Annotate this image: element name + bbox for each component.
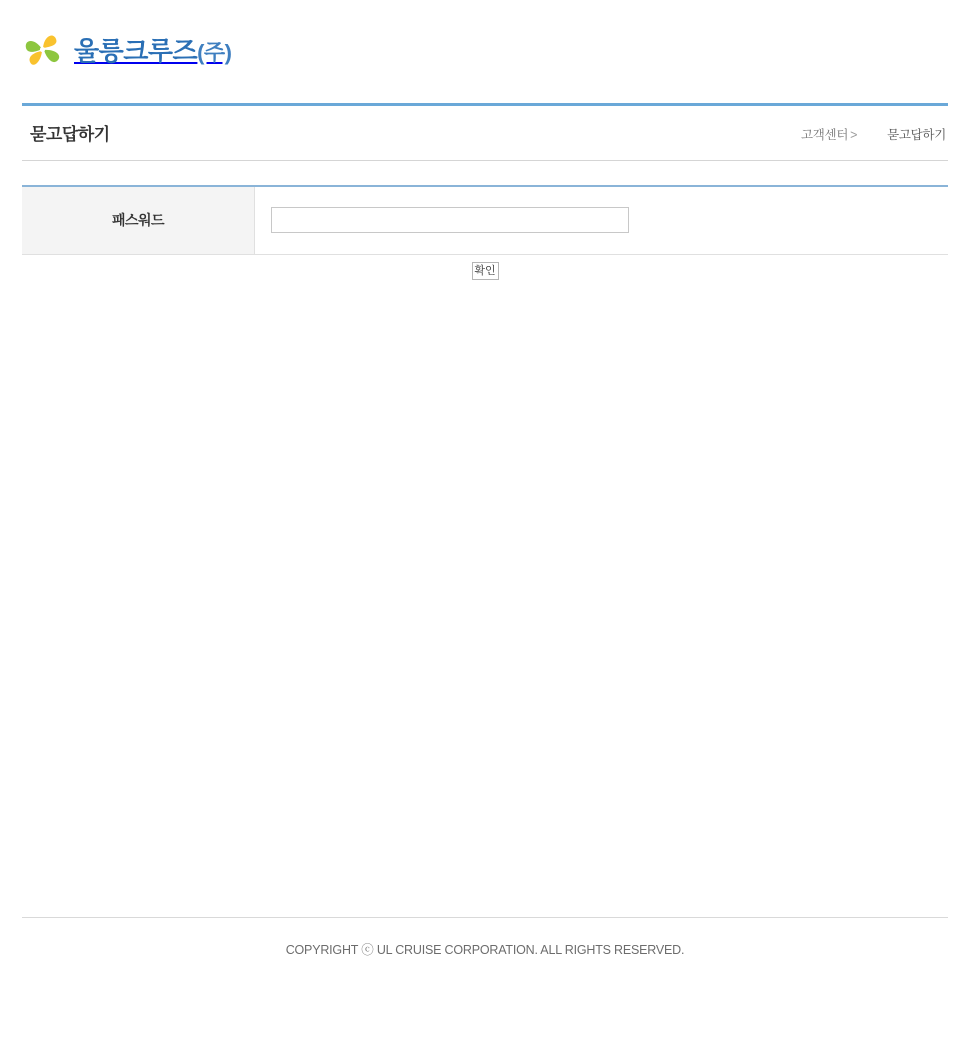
logo-name: 울릉크루즈 — [74, 36, 198, 66]
site-header — [0, 0, 970, 103]
main-content — [22, 161, 948, 280]
site-footer — [22, 917, 948, 958]
site-logo-link[interactable] — [22, 30, 232, 72]
breadcrumb-parent[interactable]: 고객센터 — [801, 128, 849, 142]
logo-text — [74, 38, 232, 64]
page-title: 묻고답하기 — [30, 125, 110, 144]
table-row — [22, 186, 948, 254]
breadcrumb — [801, 125, 946, 143]
password-input[interactable] — [271, 207, 629, 233]
pinwheel-flower-icon — [22, 30, 64, 72]
password-label: 패스워드 — [22, 186, 255, 254]
form-actions — [22, 262, 948, 280]
page-titlebar — [22, 103, 948, 161]
logo-suffix: (주) — [197, 40, 232, 65]
confirm-button[interactable]: 확인 — [472, 262, 499, 280]
password-form-table — [22, 185, 948, 255]
password-field-cell — [255, 186, 949, 254]
breadcrumb-separator-icon: > — [850, 128, 858, 142]
copyright-text: COPYRIGHT ⓒ UL CRUISE CORPORATION. ALL RIGHTS RESERVED. — [285, 943, 685, 957]
breadcrumb-current: 묻고답하기 — [887, 128, 946, 142]
